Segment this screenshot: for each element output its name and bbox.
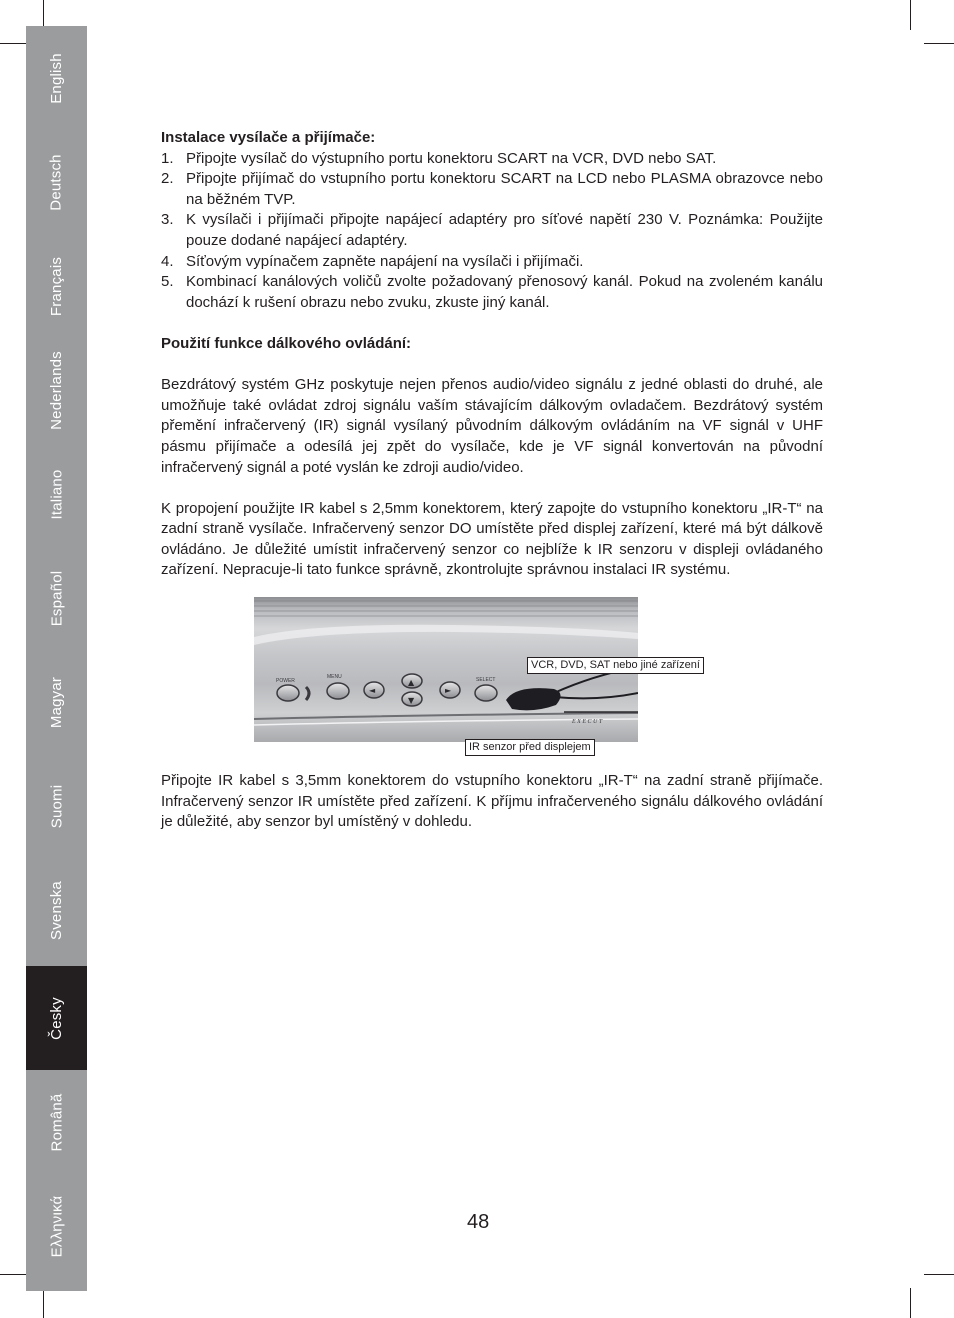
brand-label: E X E C U T: [572, 719, 603, 726]
lang-tab-label: Français: [48, 256, 65, 316]
step-text: Kombinací kanálových voličů zvolte požadovaný přenosový kanál. Pokud na zvoleném kanálu dochází k rušení obrazu nebo zvuku, zkuste jiný kanál.: [186, 273, 823, 311]
crop-mark: [910, 0, 911, 30]
indicator-notch: [306, 687, 309, 700]
ir-sensor-shape: [506, 688, 561, 710]
step-text: Připojte přijímač do vstupního portu konektoru SCART na LCD nebo PLASMA obrazovce nebo na běžném TVP.: [186, 170, 823, 208]
step-text: Síťovým vypínačem zapněte napájení na vysílači i přijímači.: [186, 252, 584, 270]
list-item: [161, 149, 823, 170]
list-item: [161, 210, 823, 251]
lang-tab-deutsch[interactable]: [26, 130, 87, 234]
installation-steps: [161, 149, 823, 314]
right-arrow-icon: ►: [445, 686, 452, 696]
page-number: 48: [467, 1211, 490, 1233]
lang-tab-francais[interactable]: [26, 234, 87, 338]
lang-tab-label: Română: [48, 1093, 65, 1151]
callout-sensor-label: IR senzor před displejem: [465, 739, 595, 756]
list-item: [161, 169, 823, 210]
left-arrow-icon: ◄: [369, 686, 376, 696]
step-number: 1.: [161, 149, 174, 167]
lang-tab-label: Česky: [48, 996, 65, 1040]
device-figure: [161, 597, 823, 759]
select-label: SELECT: [476, 677, 496, 684]
lang-tab-nederlands[interactable]: [26, 338, 87, 442]
callout-device-label: VCR, DVD, SAT nebo jiné zařízení: [527, 657, 704, 674]
down-arrow-icon: ▼: [408, 696, 415, 706]
section-heading-remote: Použití funkce dálkového ovládání:: [161, 334, 412, 352]
list-item: [161, 272, 823, 313]
lang-tab-italiano[interactable]: [26, 442, 87, 546]
paragraph-ir-cable-transmitter: K propojení použijte IR kabel s 2,5mm konektorem, který zapojte do vstupního konektoru „IR-T“ na zadní straně vysílače. Infračervený senzor DO umístěte před displej zařízení, které má být dálkově ovládáno. Je důležité umístit infračervený senzor co nejblíže k IR senzoru v displeji ovládaného zařízení. Nepracuje-li tato funkce správně, zkontrolujte správnou instalaci IR systému.: [161, 499, 823, 579]
step-text: Připojte vysílač do výstupního portu konektoru SCART na VCR, DVD nebo SAT.: [186, 149, 717, 167]
paragraph-remote-overview: Bezdrátový systém GHz poskytuje nejen přenos audio/video signálu z jedné oblasti do druhé, ale umožňuje také ovládat zdroj signálu vaším stávajícím dálkovým ovladačem. Bezdrátový systém přemění infračervený (IR) signál vysílaný původním dálkovým ovládáním na VF signál v UHF pásmu přijímače a odesílá jej zpět do vysílače, kde je VF signál konvertován na původní infračervený signál a poté vyslán ke zdroji audio/video.: [161, 376, 823, 476]
power-label: POWER: [276, 678, 295, 685]
lang-tab-label: Svenska: [48, 880, 65, 940]
step-text: K vysílači i přijímači připojte napájecí adaptéry pro síťové napětí 230 V. Poznámka: Použijte pouze dodané napájecí adaptéry.: [186, 211, 823, 249]
lang-tab-label: Suomi: [48, 784, 65, 828]
lang-tab-ellinika[interactable]: [26, 1174, 87, 1278]
page-content: [161, 128, 823, 833]
lang-tab-svenska[interactable]: [26, 858, 87, 962]
crop-mark: [924, 43, 954, 44]
lang-tab-label: Ελληνικά: [48, 1195, 65, 1257]
lang-tab-english[interactable]: [26, 26, 87, 130]
up-arrow-icon: ▲: [408, 678, 415, 688]
section-heading-installation: Instalace vysílače a přijímače:: [161, 129, 376, 146]
lang-tab-romana[interactable]: [26, 1070, 87, 1174]
lang-tab-label: English: [47, 52, 65, 104]
step-number: 2.: [161, 170, 174, 188]
lang-tab-label: Nederlands: [48, 350, 65, 430]
lang-tab-label: Magyar: [48, 676, 65, 728]
lang-tab-suomi[interactable]: [26, 754, 87, 858]
step-number: 4.: [161, 252, 174, 270]
step-number: 5.: [161, 273, 174, 291]
step-number: 3.: [161, 211, 174, 229]
lang-tab-cesky[interactable]: [26, 966, 87, 1070]
power-button: [277, 685, 299, 701]
lang-tab-espanol[interactable]: [26, 546, 87, 650]
menu-button: [327, 683, 349, 699]
lang-tab-magyar[interactable]: [26, 650, 87, 754]
crop-mark: [924, 1274, 954, 1275]
select-button: [475, 685, 497, 701]
lang-tab-label: Español: [47, 570, 65, 626]
language-sidebar: [26, 26, 87, 1291]
list-item: [161, 252, 823, 273]
crop-mark: [43, 1288, 44, 1318]
paragraph-ir-cable-receiver: Připojte IR kabel s 3,5mm konektorem do vstupního konektoru „IR-T“ na zadní straně přijímače. Infračervený senzor IR umístěte před zařízení. K příjmu infračerveného signálu dálkového ovládání je důležité, aby senzor byl umístěný v dohledu.: [161, 772, 823, 831]
menu-label: MENU: [327, 674, 342, 681]
crop-mark: [910, 1288, 911, 1318]
lang-tab-label: Deutsch: [48, 153, 65, 211]
lang-tab-label: Italiano: [47, 469, 65, 519]
